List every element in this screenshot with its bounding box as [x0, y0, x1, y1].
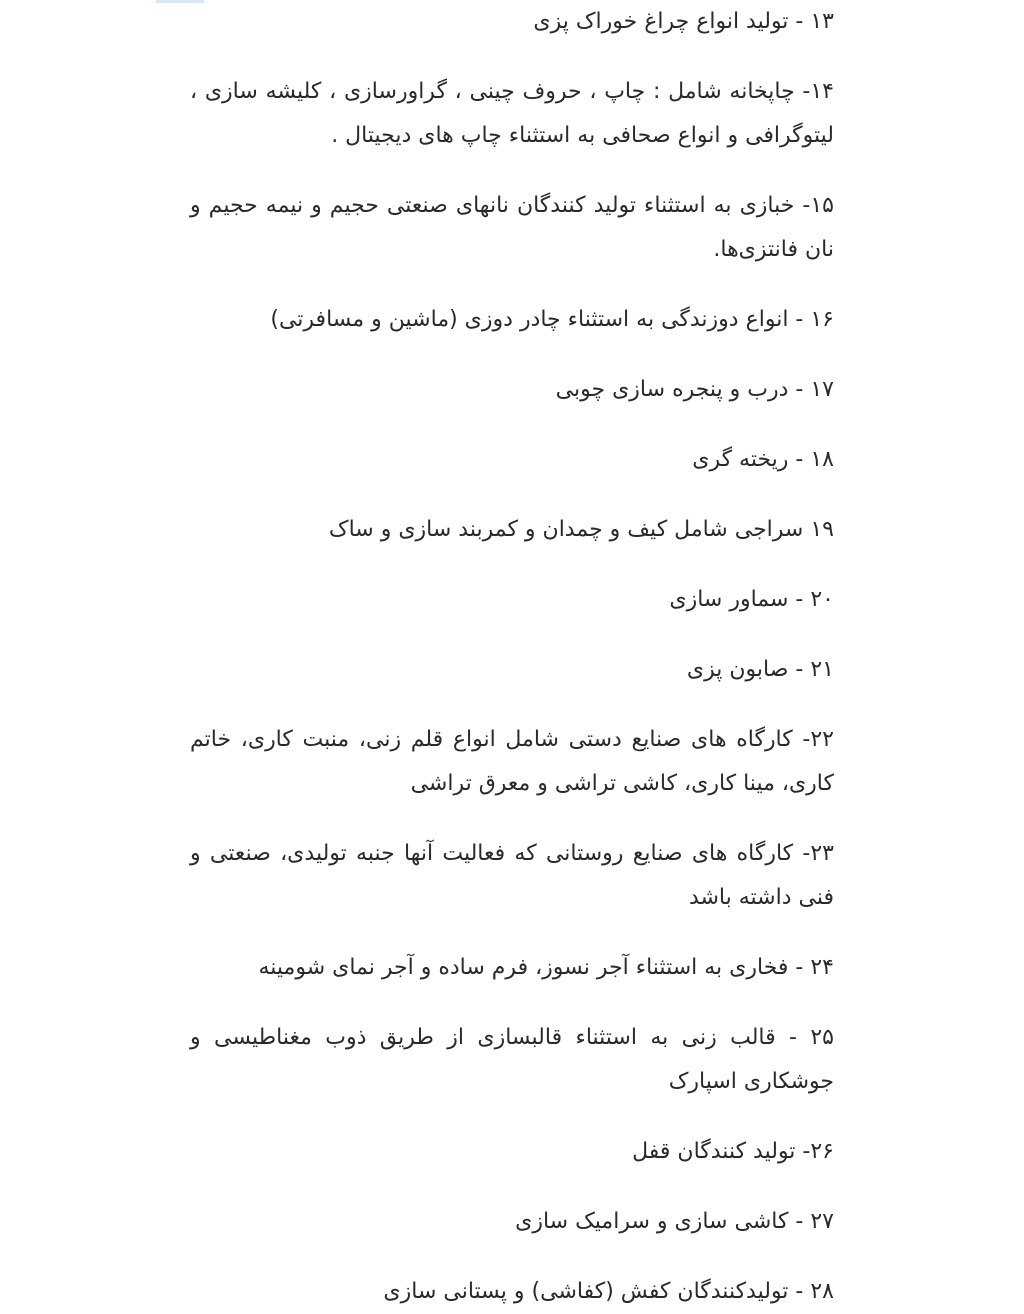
list-item: ۱۹ سراجی شامل کیف و چمدان و کمربند سازی و ساک [328, 517, 834, 542]
list-item: ۱۵- خبازی به استثناء تولید کنندگان نانهای صنعتی حجیم و نیمه حجیم و نان فانتزی‌ها. [190, 193, 834, 262]
list-item: ۱۳ - تولید انواع چراغ خوراک پزی [533, 9, 834, 34]
list-item: ۱۸ - ریخته گری [692, 447, 834, 472]
list-item: ۲۰ - سماور سازی [669, 587, 834, 612]
list-item: ۲۲- کارگاه های صنایع دستی شامل انواع قلم زنی، منبت کاری، خاتم کاری، مینا کاری، کاشی تراشی و معرق تراشی [190, 727, 834, 796]
document-page [190, 0, 834, 1304]
list-item: ۱۴- چاپخانه شامل : چاپ ، حروف چینی ، گراورسازی ، کلیشه سازی ، لیتوگرافی و انواع صحافی به استثناء چاپ های دیجیتال . [190, 79, 834, 148]
list-item: ۲۷ - کاشی سازی و سرامیک سازی [515, 1209, 834, 1234]
list-item: ۲۵ - قالب زنی به استثناء قالبسازی از طریق ذوب مغناطیسی و جوشکاری اسپارک [190, 1025, 834, 1094]
list-item: ۲۱ - صابون پزی [686, 657, 834, 682]
list-item: ۲۶- تولید کنندگان قفل [632, 1139, 834, 1164]
list-item: ۱۷ - درب و پنجره سازی چوبی [555, 377, 834, 402]
list-item: ۲۴ - فخاری به استثناء آجر نسوز، فرم ساده و آجر نمای شومینه [258, 955, 834, 980]
list-item: ۱۶ - انواع دوزندگی به استثناء چادر دوزی (ماشین و مسافرتی) [270, 307, 834, 332]
list-item: ۲۸ - تولیدکنندگان کفش (کفاشی) و پستانی سازی [383, 1279, 834, 1304]
list-item: ۲۳- کارگاه های صنایع روستانی که فعالیت آنها جنبه تولیدی، صنعتی و فنی داشته باشد [190, 841, 834, 910]
industry-list [190, 0, 834, 1314]
